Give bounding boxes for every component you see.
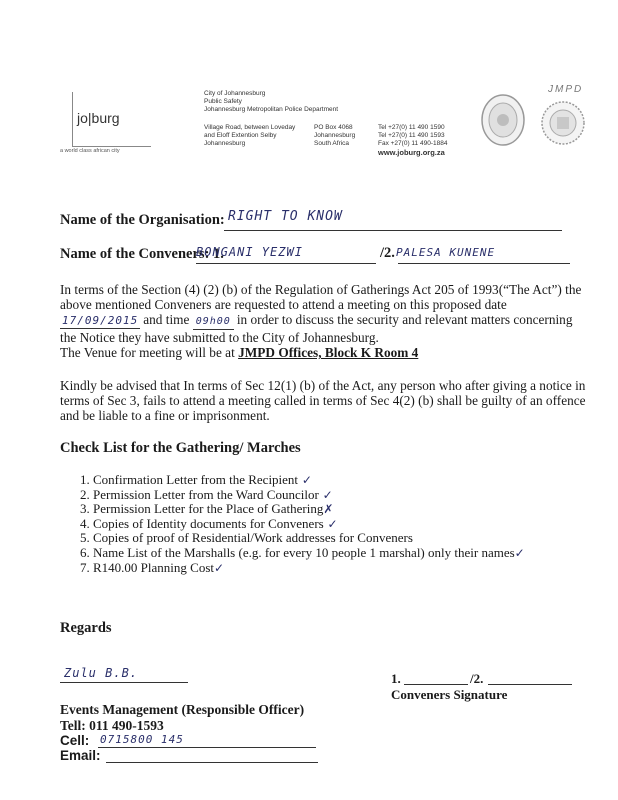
conveners-row xyxy=(60,245,590,263)
venue-value: JMPD Offices, Block K Room 4 xyxy=(238,345,419,360)
conveners-sig-num-1: 1. xyxy=(391,671,401,686)
officer-tell: Tell: 011 490-1593 xyxy=(60,718,164,733)
organisation-row xyxy=(60,211,588,229)
email-underline xyxy=(106,762,318,763)
regards-text: Regards xyxy=(60,620,112,636)
paragraph-1-continuation: in order to discuss the security and relevant matters concerning the Notice they have submitted to the City of Johannesburg. xyxy=(60,312,573,345)
tick-mark-icon: ✗ xyxy=(323,502,334,517)
meeting-paragraph xyxy=(60,282,590,360)
checklist-item xyxy=(80,488,525,503)
conveners-sig-num-2: /2. xyxy=(470,671,484,686)
logo-tagline: a world class african city xyxy=(60,148,120,154)
venue-label: The Venue for meeting will be at xyxy=(60,345,235,360)
address-line: Village Road, between Loveday xyxy=(204,124,296,131)
checklist xyxy=(80,473,525,575)
and-time-text: and time xyxy=(143,312,190,327)
tick-mark-icon: ✓ xyxy=(323,516,338,531)
checklist-item-text: 6. Name List of the Marshalls (e.g. for every 10 people 1 marshal) only their names xyxy=(80,544,515,560)
tick-mark-icon: ✓ xyxy=(298,473,312,487)
conveners-label: Name of the Conveners: 1. xyxy=(60,246,224,262)
checklist-item xyxy=(80,561,525,576)
org-line-1: City of Johannesburg xyxy=(204,90,266,97)
tick-mark-icon: ✓ xyxy=(318,487,333,502)
address-col-2 xyxy=(314,124,355,148)
police-badge-icon xyxy=(480,93,526,147)
convener-2-value: PALESA KUNENE xyxy=(396,246,496,259)
checklist-title: Check List for the Gathering/ Marches xyxy=(60,440,301,456)
checklist-item-text: 3. Permission Letter for the Place of Gathering xyxy=(80,501,324,517)
checklist-item-text: 7. R140.00 Planning Cost xyxy=(80,559,214,575)
address-line: Johannesburg xyxy=(314,132,356,139)
org-line-3: Johannesburg Metropolitan Police Department xyxy=(204,106,339,113)
organisation-label: Name of the Organisation: xyxy=(60,212,225,228)
address-col-3 xyxy=(378,124,447,158)
meeting-time: 09h00 xyxy=(193,314,234,330)
warning-paragraph: Kindly be advised that In terms of Sec 12(1) (b) of the Act, any person who after giving a notice in terms of Sec 3, fails to attend a meeting called in terms of Sec 4(2) (b) shall be guilty of an offence and be liable to a fine or imprisonment. xyxy=(60,378,586,423)
paragraph-1-text: In terms of the Section (4) (2) (b) of the Regulation of Gatherings Act 205 of 1993(“The Act”) the above mentioned Conveners are requested to attend a meeting on this proposed date xyxy=(60,282,582,312)
address-col-1 xyxy=(204,124,295,148)
checklist-item xyxy=(80,531,525,546)
conveners-separator: /2. xyxy=(380,245,395,261)
tick-mark-icon: ✓ xyxy=(214,560,225,575)
address-line: PO Box 4068 xyxy=(314,124,353,131)
address-line: South Africa xyxy=(314,140,350,147)
cell-value: 0715800 145 xyxy=(100,733,184,746)
checklist-item-text: 2. Permission Letter from the Ward Councilor xyxy=(80,486,319,502)
address-line: and Eloff Extention Selby xyxy=(204,132,277,139)
checklist-item-text: 5. Copies of proof of Residential/Work addresses for Conveners xyxy=(80,530,413,546)
checklist-item-text: 1. Confirmation Letter from the Recipient xyxy=(80,472,299,487)
cell-underline xyxy=(98,747,316,748)
convener-1-value: BONGANI YEZWI xyxy=(196,245,303,259)
conveners-signature-label: Conveners Signature xyxy=(391,687,508,702)
phone-line: Tel +27(0) 11 490 1593 xyxy=(378,132,445,139)
tick-mark-icon: ✓ xyxy=(514,545,525,560)
officer-signature: Zulu B.B. xyxy=(64,666,139,680)
checklist-item xyxy=(80,517,525,532)
cell-label: Cell: xyxy=(60,733,90,748)
email-label: Email: xyxy=(60,748,101,763)
convener-2-underline xyxy=(398,263,570,264)
organisation-value: RIGHT TO KNOW xyxy=(228,209,343,224)
joburg-logo xyxy=(72,92,151,147)
jmpd-mark: JMPD xyxy=(548,84,584,95)
meeting-date: 17/09/2015 xyxy=(62,314,139,327)
conveners-sig-line-1 xyxy=(404,684,468,685)
joburg-logo-text: jo|burg xyxy=(77,110,120,126)
address-line: Johannesburg xyxy=(204,140,246,147)
organisation-underline xyxy=(224,230,562,231)
website: www.joburg.org.za xyxy=(378,148,445,157)
convener-1-underline xyxy=(196,263,376,264)
officer-title: Events Management (Responsible Officer) xyxy=(60,702,305,717)
officer-block xyxy=(60,702,304,734)
checklist-item-text: 4. Copies of Identity documents for Conveners xyxy=(80,515,324,531)
checklist-item xyxy=(80,473,525,488)
coat-of-arms-icon xyxy=(540,98,586,148)
checklist-item xyxy=(80,546,525,561)
fax-line: Fax +27(0) 11 490-1884 xyxy=(378,140,448,147)
org-header xyxy=(204,90,338,114)
officer-signature-line xyxy=(60,682,188,683)
checklist-item xyxy=(80,502,525,517)
conveners-sig-line-2 xyxy=(488,684,572,685)
org-line-2: Public Safety xyxy=(204,98,242,105)
phone-line: Tel +27(0) 11 490 1590 xyxy=(378,124,445,131)
